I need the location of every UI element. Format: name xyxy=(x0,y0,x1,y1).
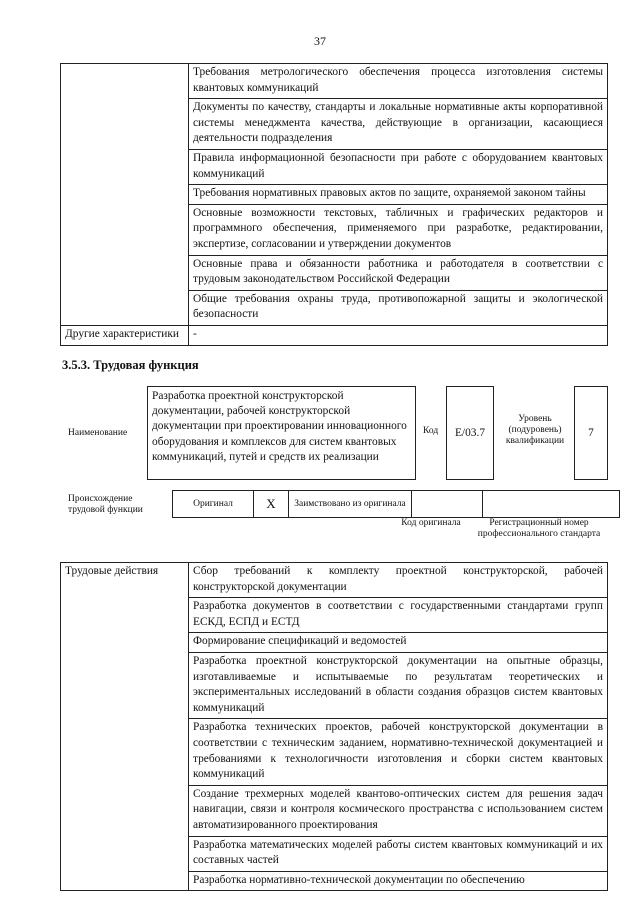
table-row xyxy=(61,563,608,598)
qualification-level-label: Уровень (подуровень) квалификации xyxy=(505,414,565,446)
code-original-caption: Код оригинала xyxy=(401,518,461,528)
knowledge-label-cell xyxy=(61,64,189,326)
code-original-cell xyxy=(412,491,483,518)
reg-number-cell xyxy=(483,491,620,518)
labor-action-item: Сбор требований к комплекту проектной конструкторской, рабочей конструкторской документации xyxy=(189,563,608,598)
reg-number-caption: Регистрационный номер профессионального стандарта xyxy=(477,518,601,539)
table-row xyxy=(173,491,620,518)
knowledge-item: Основные права и обязанности работника и работодателя в соответствии с трудовым законодательством Российской Федерации xyxy=(189,255,608,290)
knowledge-table xyxy=(60,63,608,346)
knowledge-item: Основные возможности текстовых, табличных и графических редакторов и программного обеспечения, применяемого при разработке, редактировании, экспертизе, согласовании и утверждении документов xyxy=(189,204,608,255)
labor-action-item: Разработка документов в соответствии с государственными стандартами групп ЕСКД, ЕСПД и ЕСТД xyxy=(189,598,608,633)
qualification-level-box: 7 xyxy=(574,386,608,480)
code-label: Код xyxy=(423,426,439,436)
borrowed-label: Заимствовано из оригинала xyxy=(289,491,412,518)
section-title: 3.5.3. Трудовая функция xyxy=(62,358,199,372)
original-label: Оригинал xyxy=(173,491,254,518)
knowledge-item: Требования метрологического обеспечения процесса изготовления системы квантовых коммуникаций xyxy=(189,64,608,99)
origin-table xyxy=(172,490,620,518)
labor-action-item: Разработка математических моделей работы систем квантовых коммуникаций и их составных частей xyxy=(189,836,608,871)
other-characteristics-value: - xyxy=(189,325,608,345)
knowledge-item: Документы по качеству, стандарты и локальные нормативные акты корпоративной системы менеджмента качества, действующие в организации, касающиеся деятельности подразделения xyxy=(189,99,608,150)
original-mark: X xyxy=(254,491,289,518)
function-code-box: E/03.7 xyxy=(446,386,494,480)
table-row xyxy=(61,325,608,345)
page-number: 37 xyxy=(314,34,326,48)
name-label: Наименование xyxy=(68,428,128,438)
knowledge-item: Требования нормативных правовых актов по защите, охраняемой законом тайны xyxy=(189,185,608,205)
origin-label: Происхождение трудовой функции xyxy=(68,494,143,515)
function-name-box: Разработка проектной конструкторской документации, рабочей конструкторской документации при проектировании инновационного оборудования и комплексов для систем квантовых коммуникаций, путей и средств их реализации xyxy=(147,386,416,480)
table-row xyxy=(61,64,608,99)
other-characteristics-label: Другие характеристики xyxy=(61,325,189,345)
labor-action-item: Разработка технических проектов, рабочей конструкторской документации в соответствии с техническим заданием, нормативно-технической документацией и требованиями к технологичности изготовления и сборки систем квантовых коммуникаций xyxy=(189,719,608,785)
labor-action-item: Разработка проектной конструкторской документации на опытные образцы, изготавливаемые и испытываемые по результатам теоретических и экспериментальных исследований в области создания образцов систем квантовых коммуникаций xyxy=(189,652,608,718)
labor-action-item: Формирование спецификаций и ведомостей xyxy=(189,633,608,653)
labor-action-item: Разработка нормативно-технической документации по обеспечению xyxy=(189,871,608,891)
knowledge-item: Общие требования охраны труда, противопожарной защиты и экологической безопасности xyxy=(189,290,608,325)
labor-actions-label: Трудовые действия xyxy=(61,563,189,891)
knowledge-item: Правила информационной безопасности при работе с оборудованием квантовых коммуникаций xyxy=(189,149,608,184)
labor-action-item: Создание трехмерных моделей квантово-оптических систем для решения задач навигации, связи и контроля космического пространства с использованием систем автоматизированного проектирования xyxy=(189,785,608,836)
labor-actions-table xyxy=(60,562,608,891)
